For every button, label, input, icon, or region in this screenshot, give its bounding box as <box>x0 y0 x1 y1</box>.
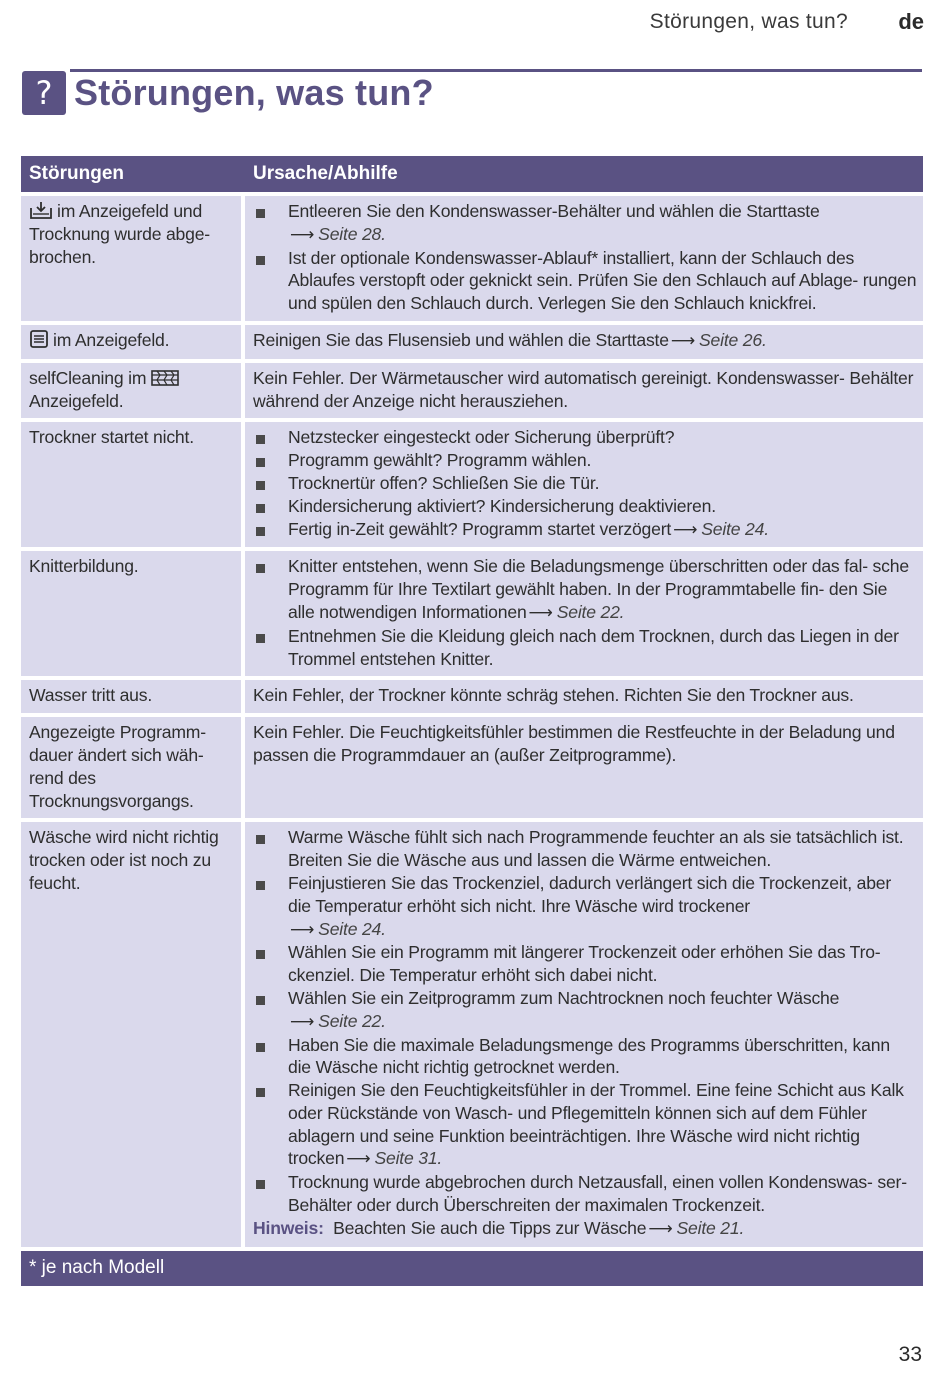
remedy-text: Feinjustieren Sie das Trockenziel, dadurch verlängert sich die Trockenzeit, aber die Temperatur erhöht sich nicht. Ihre Wäsche wird trockener <box>288 872 892 916</box>
page-heading <box>22 70 434 116</box>
remedy-text: Entnehmen Sie die Kleidung gleich nach dem Trocknen, durch das Liegen in der Trommel entstehen Knitter. <box>288 625 899 669</box>
remedy-text: Ist der optionale Kondenswasser-Ablauf* installiert, kann der Schlauch des Ablaufes verstopft oder geknickt sein. Prüfen Sie den Schlauch auf Ablage- rungen und spülen den Schlauch durch. Verlegen Sie den Schlauch knickfrei. <box>288 247 917 314</box>
table-row <box>21 822 923 1246</box>
table-row <box>21 422 923 547</box>
remedy-item <box>253 1171 917 1217</box>
remedy-cell <box>245 325 923 359</box>
remedy-text: Fertig in-Zeit gewählt? Programm startet verzögert <box>288 518 672 539</box>
fault-cell <box>21 363 245 419</box>
remedy-item <box>253 1079 917 1171</box>
remedy-item <box>253 247 917 315</box>
remedy-item <box>253 625 917 671</box>
table-row <box>21 325 923 359</box>
fault-text: Wasser tritt aus. <box>29 685 153 706</box>
remedy-cell <box>245 717 923 818</box>
fault-cell <box>21 196 245 321</box>
long-right-arrow-icon: ⟶ <box>670 330 695 351</box>
table-header <box>21 156 923 192</box>
fault-text: Wäsche wird nicht richtig trocken oder ist noch zu feucht. <box>29 827 219 893</box>
fault-text: Trockner startet nicht. <box>29 427 194 448</box>
troubleshooting-table <box>21 156 923 1286</box>
remedy-item <box>253 1034 917 1080</box>
remedy-cell <box>245 196 923 321</box>
remedy-text: Kein Fehler. Die Feuchtigkeitsfühler bestimmen die Restfeuchte in der Beladung und passen die Programmdauer an (außer Zeitprogramme). <box>253 722 895 765</box>
fault-text: im Anzeigefeld. <box>53 329 170 350</box>
long-right-arrow-icon: ⟶ <box>528 602 553 623</box>
page-reference[interactable]: Seite 22. <box>318 1010 386 1031</box>
water-container-icon <box>29 200 53 220</box>
page-reference[interactable]: Seite 21. <box>676 1217 745 1238</box>
fault-text: selfCleaning im <box>29 367 147 388</box>
remedy-item <box>253 449 917 472</box>
remedy-text: Trocknertür offen? Schließen Sie die Tür. <box>288 472 600 493</box>
remedy-item <box>253 555 917 624</box>
page-reference[interactable]: Seite 22. <box>556 601 625 622</box>
remedy-text: Reinigen Sie den Feuchtigkeitsfühler in der Trommel. Eine feine Schicht aus Kalk oder Rückstände von Wasch- und Pflegemitteln können sich auf dem Fühler ablagern und seine Funktion beeinträchtigen. Ihre Wäsche wird nicht richtig trocken <box>288 1080 904 1169</box>
language-code: de <box>898 9 924 34</box>
remedy-cell <box>245 363 923 419</box>
remedy-item <box>253 472 917 495</box>
fault-cell <box>21 680 245 713</box>
remedy-text: Knitter entstehen, wenn Sie die Beladungsmenge überschritten oder das fal- sche Programm für Ihre Textilart gewählt haben. In der Programmtabelle fin- den Sie alle notwendigen Informationen <box>288 556 909 622</box>
remedy-text: Kein Fehler, der Trockner könnte schräg stehen. Richten Sie den Trockner aus. <box>253 685 854 706</box>
fault-cell <box>21 717 245 818</box>
remedy-item <box>253 987 917 1034</box>
hint-text: Beachten Sie auch die Tipps zur Wäsche <box>333 1217 647 1238</box>
remedy-text: Wählen Sie ein Zeitprogramm zum Nachtrocknen noch feuchter Wäsche <box>288 987 840 1008</box>
remedy-text: Wählen Sie ein Programm mit längerer Trockenzeit oder erhöhen Sie das Tro- ckenziel. Die Temperatur erhöht sich dabei nicht. <box>288 942 881 986</box>
remedy-item <box>253 495 917 518</box>
page-reference[interactable]: Seite 31. <box>374 1148 443 1169</box>
remedy-text: Netzstecker eingesteckt oder Sicherung überprüft? <box>288 427 675 448</box>
remedy-item <box>253 872 917 941</box>
long-right-arrow-icon: ⟶ <box>673 519 698 540</box>
table-footnote: * je nach Modell <box>21 1251 923 1286</box>
table-row <box>21 551 923 676</box>
table-row <box>21 196 923 321</box>
fault-text: Angezeigte Programm- dauer ändert sich wäh- rend des Trocknungsvorgangs. <box>29 722 206 811</box>
remedy-text: Reinigen Sie das Flusensieb und wählen die Starttaste <box>253 329 669 350</box>
table-row <box>21 680 923 713</box>
remedy-text: Entleeren Sie den Kondenswasser-Behälter und wählen die Starttaste <box>288 201 820 221</box>
page-reference[interactable]: Seite 28. <box>318 223 386 244</box>
column-header-remedy: Ursache/Abhilfe <box>253 163 398 184</box>
running-title: Störungen, was tun? <box>649 10 848 33</box>
fault-cell <box>21 822 245 1246</box>
long-right-arrow-icon: ⟶ <box>346 1149 371 1170</box>
table-row <box>21 717 923 818</box>
hint <box>253 1217 917 1241</box>
fault-text: Anzeigefeld. <box>29 390 124 411</box>
page-title: Störungen, was tun? <box>74 72 434 113</box>
remedy-text: Trocknung wurde abgebrochen durch Netzausfall, einen vollen Kondenswas- ser-Behälter oder durch Überschreiten der maximalen Trockenzeit. <box>288 1172 907 1216</box>
long-right-arrow-icon: ⟶ <box>290 919 315 940</box>
fault-cell <box>21 551 245 676</box>
remedy-cell <box>245 680 923 713</box>
page-reference[interactable]: Seite 24. <box>701 518 769 539</box>
fault-text: im Anzeigefeld und Trocknung wurde abge- brochen. <box>29 201 210 267</box>
remedy-item <box>253 941 917 987</box>
fault-text: Knitterbildung. <box>29 556 139 577</box>
page-reference[interactable]: Seite 26. <box>699 329 767 350</box>
remedy-cell <box>245 551 923 676</box>
page-number: 33 <box>898 1343 922 1366</box>
remedy-item <box>253 826 917 872</box>
remedy-item <box>253 518 917 542</box>
table-row <box>21 363 923 419</box>
column-header-fault: Störungen <box>29 163 124 184</box>
running-header <box>0 8 924 36</box>
remedy-item <box>253 426 917 449</box>
heat-exchanger-icon <box>151 369 179 387</box>
hint-label: Hinweis: <box>253 1217 324 1238</box>
remedy-text: Kindersicherung aktiviert? Kindersicherung deaktivieren. <box>288 495 716 516</box>
remedy-text: Haben Sie die maximale Beladungsmenge des Programms überschritten, kann die Wäsche nicht richtig getrocknet werden. <box>288 1034 890 1078</box>
remedy-text: Programm gewählt? Programm wählen. <box>288 450 592 471</box>
question-mark-icon: ? <box>22 71 66 115</box>
lint-filter-icon <box>29 329 49 349</box>
long-right-arrow-icon: ⟶ <box>290 224 315 245</box>
remedy-text: Warme Wäsche fühlt sich nach Programmende feuchter an als sie tatsächlich ist. Breiten Sie die Wäsche aus und lassen die Wärme entweichen. <box>288 827 904 871</box>
fault-cell <box>21 325 245 359</box>
long-right-arrow-icon: ⟶ <box>290 1011 315 1032</box>
remedy-item <box>253 200 917 247</box>
long-right-arrow-icon: ⟶ <box>648 1218 673 1239</box>
remedy-text: Kein Fehler. Der Wärmetauscher wird automatisch gereinigt. Kondenswasser- Behälter während der Anzeige nicht herausziehen. <box>253 367 914 411</box>
remedy-cell <box>245 422 923 547</box>
remedy-cell <box>245 822 923 1246</box>
fault-cell <box>21 422 245 547</box>
page-reference[interactable]: Seite 24. <box>318 918 386 939</box>
